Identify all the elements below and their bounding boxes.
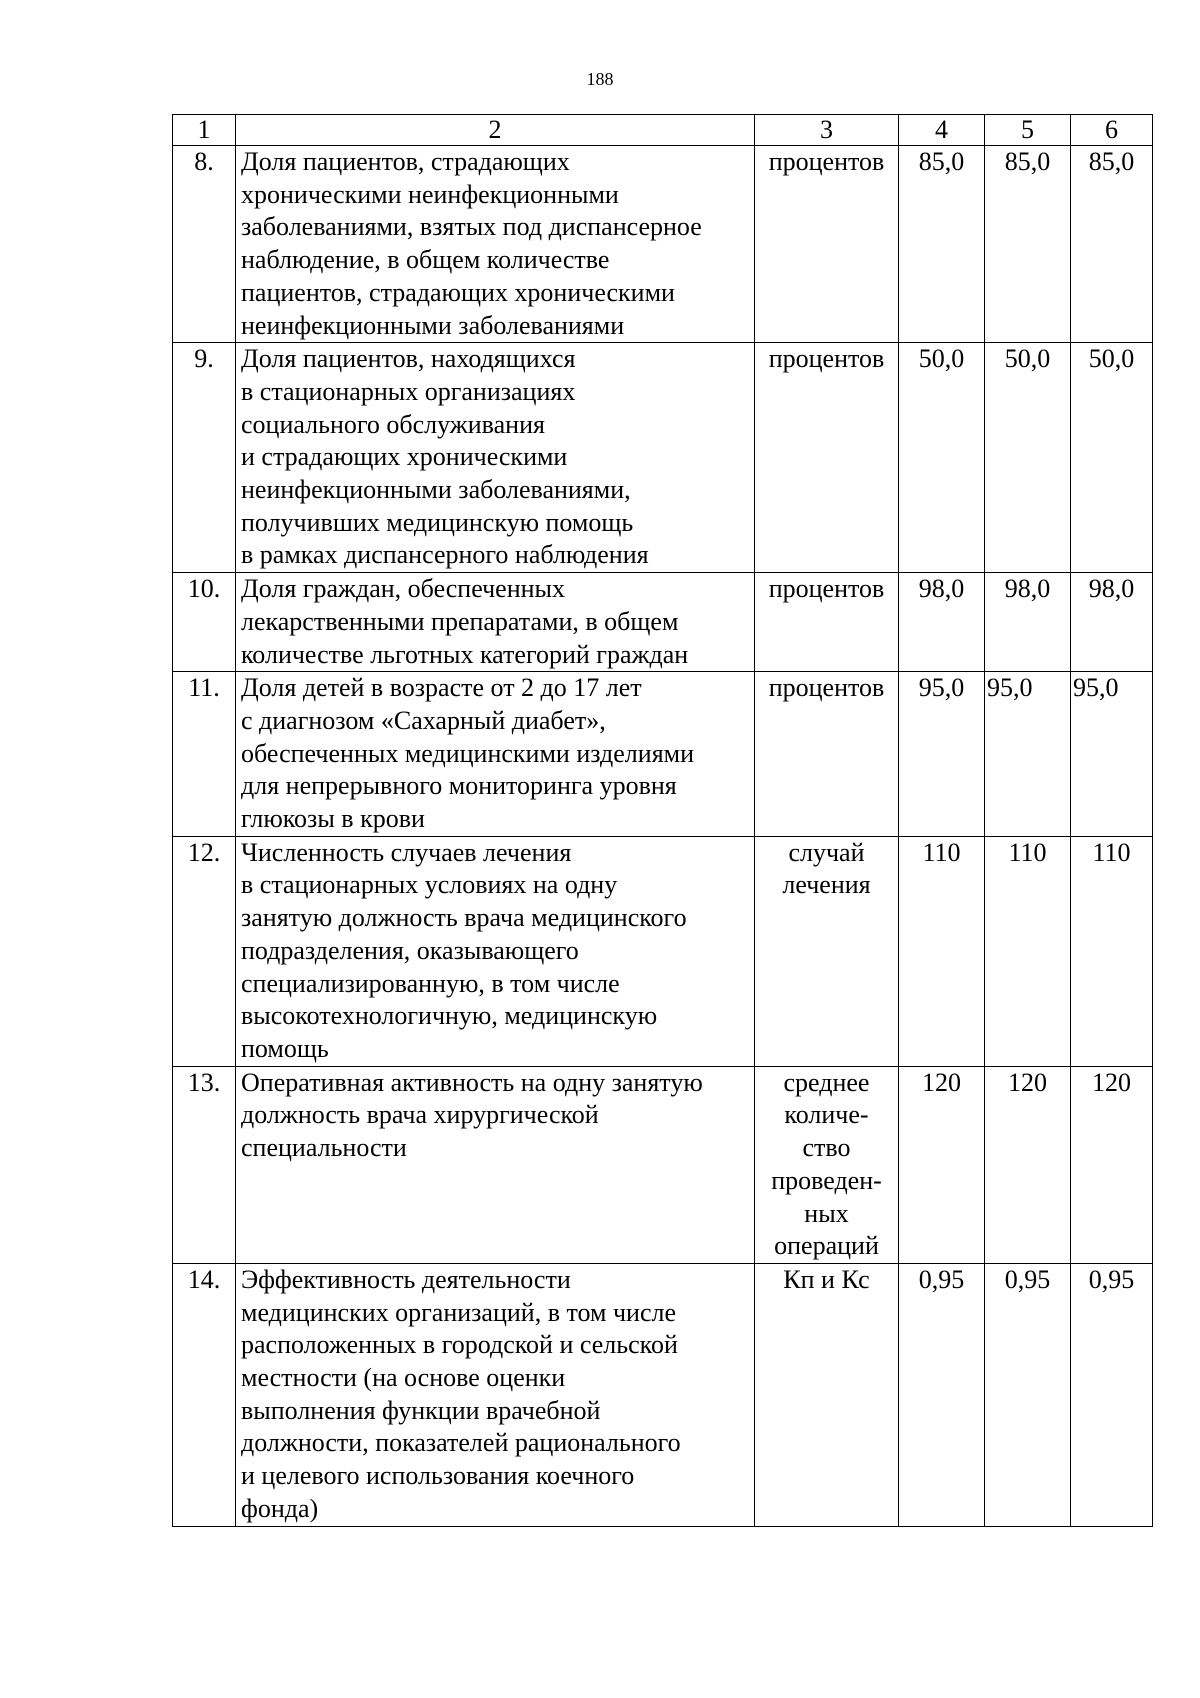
unit-cell: случай лечения <box>755 836 899 1066</box>
row-number: 8. <box>173 146 236 343</box>
indicator-name: Оперативная активность на одну занятую должность врача хирургической специальности <box>236 1066 755 1263</box>
value-cell: 95,0 <box>1071 672 1153 837</box>
value-cell: 110 <box>1071 836 1153 1066</box>
value-cell: 50,0 <box>1071 343 1153 573</box>
unit-cell: Кп и Кс <box>755 1263 899 1526</box>
value-cell: 85,0 <box>985 146 1071 343</box>
indicator-name: Доля детей в возрасте от 2 до 17 лет с диагнозом «Сахарный диабет», обеспеченных медицинскими изделиями для непрерывного мониторинга уровня глюкозы в крови <box>236 672 755 837</box>
table-row <box>173 573 1153 672</box>
table-row <box>173 836 1153 1066</box>
value-cell: 98,0 <box>985 573 1071 672</box>
column-header: 1 <box>173 115 236 146</box>
value-cell: 98,0 <box>1071 573 1153 672</box>
indicator-name: Численность случаев лечения в стационарных условиях на одну занятую должность врача медицинского подразделения, оказывающего специализированную, в том числе высокотехнологичную, медицинскую помощь <box>236 836 755 1066</box>
indicator-name: Эффективность деятельности медицинских организаций, в том числе расположенных в городской и сельской местности (на основе оценки выполнения функции врачебной должности, показателей рационального и целевого использования коечного фонда) <box>236 1263 755 1526</box>
table-row <box>173 146 1153 343</box>
table-header-row <box>173 115 1153 146</box>
column-header: 2 <box>236 115 755 146</box>
indicator-name: Доля пациентов, находящихся в стационарных организациях социального обслуживания и страдающих хроническими неинфекционными заболеваниями, получивших медицинскую помощь в рамках диспансерного наблюдения <box>236 343 755 573</box>
row-number: 14. <box>173 1263 236 1526</box>
value-cell: 50,0 <box>985 343 1071 573</box>
table-row <box>173 1066 1153 1263</box>
page-number: 188 <box>586 69 614 89</box>
table-row <box>173 672 1153 837</box>
value-cell: 98,0 <box>899 573 985 672</box>
value-cell: 95,0 <box>985 672 1071 837</box>
row-number: 10. <box>173 573 236 672</box>
row-number: 13. <box>173 1066 236 1263</box>
unit-cell: процентов <box>755 146 899 343</box>
value-cell: 110 <box>985 836 1071 1066</box>
value-cell: 120 <box>985 1066 1071 1263</box>
value-cell: 85,0 <box>899 146 985 343</box>
unit-cell: процентов <box>755 573 899 672</box>
indicators-table <box>172 114 1153 1527</box>
column-header: 3 <box>755 115 899 146</box>
value-cell: 120 <box>1071 1066 1153 1263</box>
value-cell: 0,95 <box>899 1263 985 1526</box>
column-header: 6 <box>1071 115 1153 146</box>
row-number: 12. <box>173 836 236 1066</box>
table-row <box>173 343 1153 573</box>
value-cell: 95,0 <box>899 672 985 837</box>
column-header: 4 <box>899 115 985 146</box>
unit-cell: среднее количе- ство проведен- ных операций <box>755 1066 899 1263</box>
unit-cell: процентов <box>755 672 899 837</box>
value-cell: 120 <box>899 1066 985 1263</box>
value-cell: 0,95 <box>1071 1263 1153 1526</box>
table-row <box>173 1263 1153 1526</box>
value-cell: 0,95 <box>985 1263 1071 1526</box>
value-cell: 110 <box>899 836 985 1066</box>
indicator-name: Доля пациентов, страдающих хроническими неинфекционными заболеваниями, взятых под диспансерное наблюдение, в общем количестве пациентов, страдающих хроническими неинфекционными заболеваниями <box>236 146 755 343</box>
column-header: 5 <box>985 115 1071 146</box>
row-number: 11. <box>173 672 236 837</box>
indicator-name: Доля граждан, обеспеченных лекарственными препаратами, в общем количестве льготных категорий граждан <box>236 573 755 672</box>
value-cell: 50,0 <box>899 343 985 573</box>
row-number: 9. <box>173 343 236 573</box>
value-cell: 85,0 <box>1071 146 1153 343</box>
unit-cell: процентов <box>755 343 899 573</box>
